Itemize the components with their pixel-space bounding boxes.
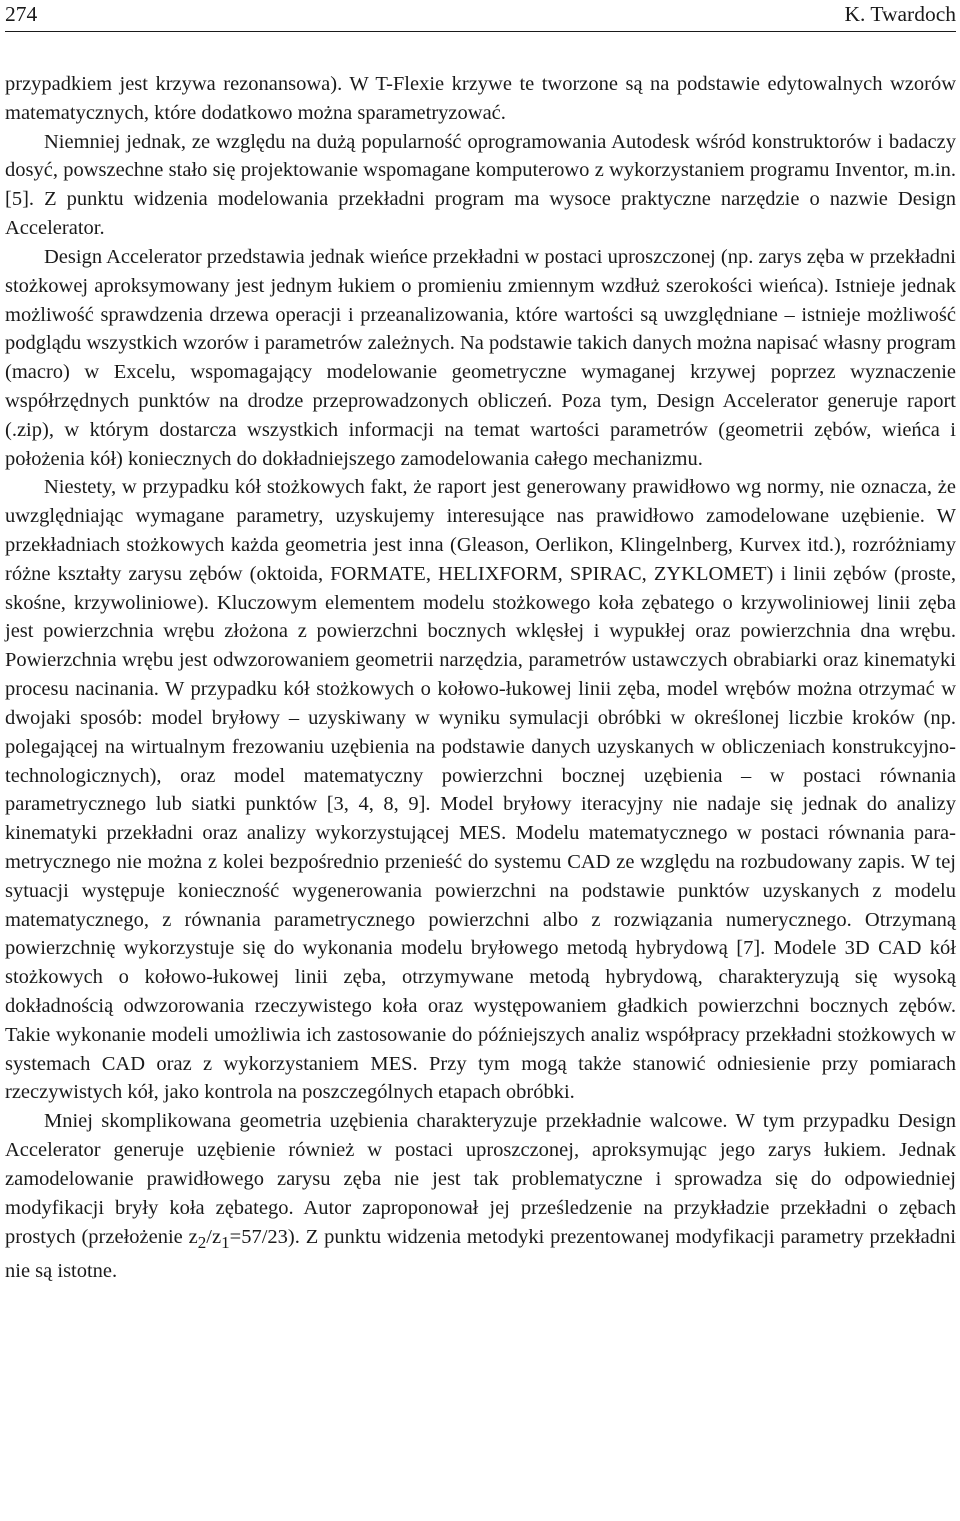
paragraph-inventor: Niemniej jednak, ze względu na dużą popularność oprogramowania Autodesk wśród konstruktorów i badaczy dosyć, powszechne stało się projektowanie wspomagane komputerowo z wykorzystaniem programu Inventor, m.in. [5]. Z punktu widzenia modelowania przekładni program ma wysoce praktyczne narzędzie o nazwie Design Accelerator.: [5, 130, 956, 240]
paragraph-continued: przypadkiem jest krzywa rezonansowa). W T-Flexie krzywe te tworzone są na podstawie edytowalnych wzorów matematycznych, które dodatkowo można sparametryzować.: [5, 73, 956, 124]
paragraph-bevel-gears: Niestety, w przypadku kół stożkowych fakt, że raport jest generowany prawidłowo wg normy, nie oznacza, że uwzględniając wymagane parametry, uzyskujemy interesujące nas prawidłowo zamodelowane uzębienie. W przekładniach stożkowych każda geometria jest inna (Gleason, Oerlikon, Klingelnberg, Kurvex itd.), rozróżniamy różne kształty zarysu zębów (oktoida, FORMATE, HELIXFORM, SPIRAC, ZYKLOMET) i linii zębów (proste, skośne, krzywoliniowe). Kluczowym elementem modelu stożkowego koła zębatego o krzywoliniowej linii zęba jest powierzchnia wrębu złożona z powierzchni bocznych wklęsłej i wypukłej oraz powierzchnia dna wrębu. Powierzchnia wrębu jest odwzorowaniem geometrii narzędzia, parametrów ustawczych obrabiarki oraz kinematyki procesu nacinania. W przypadku kół stożkowych o kołowo-łukowej linii zęba, model wrębów można otrzymać w dwojaki sposób: model bryłowy – uzyskiwany w wyniku symulacji obróbki w określonej liczbie kroków (np. polegającej na wirtualnym frezowaniu uzębienia na podstawie danych uzyskanych w obliczeniach konstrukcyjno-technologicznych), oraz model matematyczny powierzchni bocznej uzębienia – w postaci równania parametrycznego lub siatki punktów [3, 4, 8, 9]. Model bryłowy iteracyjny nie nadaje się jednak do analizy kinematyki przekładni oraz analizy wykorzystującej MES. Modelu matematycznego w postaci równania parametrycznego nie można z kolei bezpośrednio przenieść do systemu CAD ze względu na rozbudowany zapis. W tej sytuacji występuje konieczność wygenerowania powierzchni na podstawie punktów uzyskanych z modelu matematycznego, z równania parametrycznego powierzchni albo z rozwiązania numerycznego. Otrzymaną powierzchnię wykorzystuje się do wykonania modelu bryłowego metodą hybrydową [7]. Modele 3D CAD kół stożkowych o kołowo-łukowej linii zęba, otrzymywane metodą hybrydową, charakteryzują się wysoką dokładnością odwzorowania rzeczywistego koła oraz występowaniem gładkich powierzchni bocznych zębów. Takie wykonanie modeli umożliwia ich zastosowanie do późniejszych analiz współpracy przekładni stożkowych w systemach CAD oraz z wykorzystaniem MES. Przy tym mogą także stanowić odniesienie przy pomiarach rzeczywistych kół, jako kontrola na poszczególnych etapach obróbki.: [5, 476, 956, 1104]
body-text: [5, 70, 956, 1286]
subscript-z1: 1: [221, 1232, 230, 1252]
page-header: [5, 0, 956, 32]
paragraph-text-end: =57/23). Z punktu widzenia metodyki prezentowanej modyfikacji parametry przekładni nie są istotne.: [5, 1225, 956, 1283]
paragraph-text-start: Mniej skomplikowana geometria uzębienia charakteryzuje przekładnie walcowe. W tym przypadku Design Accelerator generuje uzębienie również w postaci uproszczonej, aproksymując jego zarys łukiem. Jednak zamodelowanie prawidłowego zarysu zęba nie jest tak problematyczne i sprowadza się do odpowiedniej modyfikacji bryły koła zębatego. Autor zaproponował jej prześledzenie na przykładzie przekładni o zębach prostych (przełożenie z: [5, 1110, 956, 1248]
paragraph-spur-gears: [5, 1107, 956, 1286]
page-number: 274: [5, 2, 38, 26]
slash-z: /z: [206, 1225, 222, 1248]
paragraph-design-accelerator: Design Accelerator przedstawia jednak wieńce przekładni w postaci uproszczonej (np. zarys zęba w przekładni stożkowej aproksymowany jest jednym łukiem o promieniu zmiennym wzdłuż szerokości wieńca). Istnieje jednak możliwość sprawdzenia drzewa operacji i przeanalizowania, które wartości są uwzględniane – istnieje możliwość podglądu wszystkich wzorów i parametrów zależnych. Na podstawie takich danych można napisać własny program (macro) w Excelu, wspomagający modelowanie geometryczne wymaganej krzywej poprzez wyznaczenie współrzędnych punktów na drodze przeprowadzonych obliczeń. Poza tym, Design Accelerator generuje raport (.zip), w którym dostarcza wszystkich informacji na temat wartości parametrów (geometrii zębów, wieńca i położenia kół) koniecznych do dokładniejszego zamodelowania całego mechanizmu.: [5, 245, 956, 470]
running-head-author: K. Twardoch: [844, 2, 956, 26]
subscript-z2: 2: [197, 1232, 207, 1252]
